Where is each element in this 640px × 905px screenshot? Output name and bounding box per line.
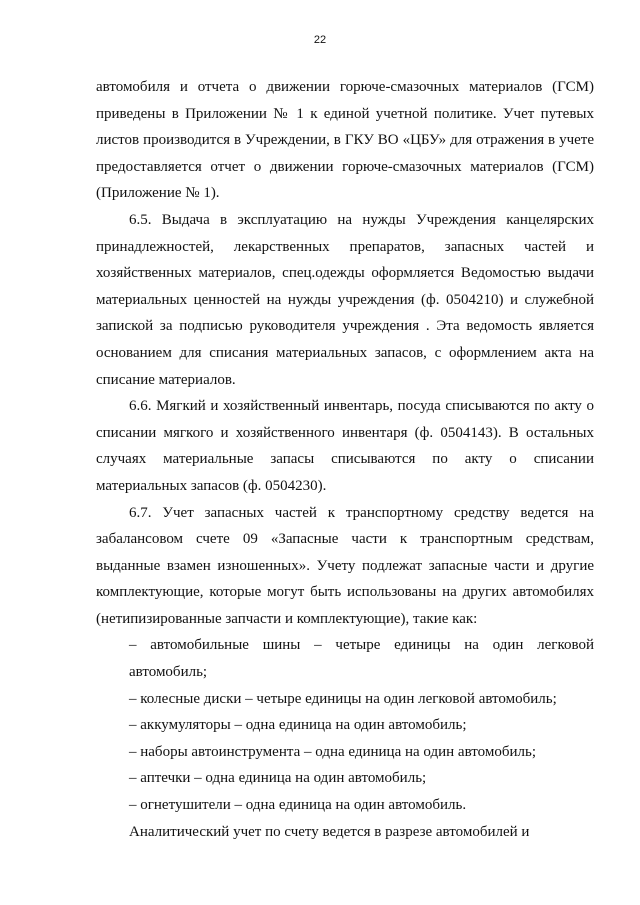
- page-number: 22: [313, 34, 327, 46]
- document-body: [96, 74, 594, 845]
- paragraph-6-7: 6.7. Учет запасных частей к транспортному средству ведется на забалансовом счете 09 «Запасные части к транспортным средствам, выданные взамен изношенных». Учету подлежат запасные части и другие комплектующие, которые могут быть использованы на других автомобилях (нетипизированные запчасти и комплектующие), такие как:: [96, 504, 594, 627]
- list-item-batteries: – аккумуляторы – одна единица на один автомобиль;: [129, 717, 467, 734]
- list-item-tool-sets: – наборы автоинструмента – одна единица на один автомобиль;: [129, 743, 537, 760]
- paragraph-6-5: 6.5. Выдача в эксплуатацию на нужды Учреждения канцелярских принадлежностей, лекарственных препаратов, запасных частей и хозяйственных материалов, спец.одежды оформляется Ведомостью выдачи материальных ценностей на нужды учреждения (ф. 0504210) и служебной запиской за подписью руководителя учреждения . Эта ведомость является основанием для списания материальных запасов, с оформлением акта на списание материалов.: [96, 211, 594, 388]
- list-item-first-aid-kits: – аптечки – одна единица на один автомобиль;: [129, 770, 427, 787]
- list-item-tires: – автомобильные шины – четыре единицы на один легковой автомобиль;: [129, 637, 594, 681]
- paragraph-6-6: 6.6. Мягкий и хозяйственный инвентарь, посуда списываются по акту о списании мягкого и хозяйственного инвентаря (ф. 0504143). В остальных случаях материальные запасы списываются по акту о списании материальных запасов (ф. 0504230).: [96, 398, 594, 494]
- paragraph-continuation: автомобиля и отчета о движении горюче-смазочных материалов (ГСМ) приведены в Приложении № 1 к единой учетной политике. Учет путевых листов производится в Учреждении, в ГКУ ВО «ЦБУ» для отражения в учете предоставляется отчет о движении горюче-смазочных материалов (ГСМ) (Приложение № 1).: [96, 79, 594, 202]
- list-item-fire-extinguishers: – огнетушители – одна единица на один автомобиль.: [129, 797, 467, 814]
- paragraph-analytical-accounting: Аналитический учет по счету ведется в разрезе автомобилей и: [129, 823, 530, 840]
- spare-parts-list: [96, 632, 594, 818]
- list-item-wheel-disks: – колесные диски – четыре единицы на один легковой автомобиль;: [129, 690, 557, 707]
